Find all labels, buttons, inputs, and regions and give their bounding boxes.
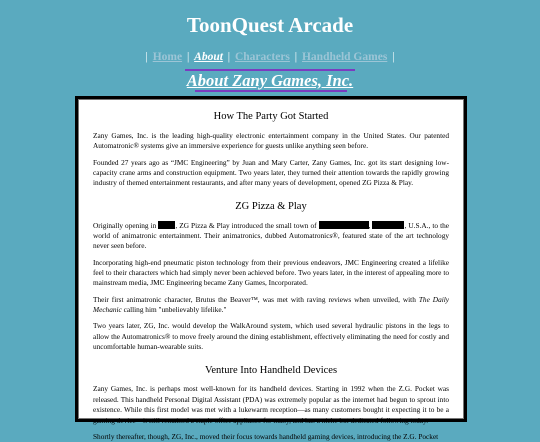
paragraph: Zany Games, Inc. is the leading high-quality electronic entertainment company in the United States. Our patented Automatronic® systems give an immersive experience for guests unlike anything seen before. [93, 130, 449, 151]
page-heading-text: About Zany Games, Inc. [186, 71, 354, 90]
text-fragment: , [368, 220, 371, 230]
section-title-origins: How The Party Got Started [213, 111, 329, 122]
text-fragment: Their first animatronic character, Brutus the Beaver™, was met with raving reviews when unveiled, with [93, 294, 416, 304]
paragraph [93, 221, 449, 252]
nav-link-about[interactable]: About [194, 51, 223, 63]
nav-separator: | [145, 51, 148, 63]
section-title-pizza-play: ZG Pizza & Play [235, 200, 307, 212]
site-title: ToonQuest Arcade [186, 13, 354, 37]
text-fragment: calling him "unbelievably lifelike." [123, 305, 227, 315]
paragraph: Two years later, ZG, Inc. would develop the WalkAround system, which used several hydraulic pistons in the legs to allow the Automatronics® to move freely around the dining establishment, effectively eliminating the need for costly and uncomfortable human-wearable suits. [93, 321, 449, 352]
publication-name: The Daily Mechanic [93, 294, 450, 315]
content-panel [75, 96, 467, 441]
redacted-year [158, 221, 175, 229]
section-title-handheld: Venture Into Handheld Devices [204, 364, 338, 376]
nav-separator: | [227, 51, 231, 63]
text-fragment: Originally opening in [93, 220, 157, 230]
heading-underline-rule [195, 90, 347, 92]
nav-separator: | [392, 51, 395, 63]
nav-link-home[interactable]: Home [152, 51, 183, 63]
text-fragment: , U.S.A., to the world of animatronic entertainment. Their animatronics, dubbed Automatronics®, featured state of the art technology never seen before. [93, 220, 449, 251]
content-body [78, 110, 464, 442]
paragraph: Zany Games, Inc. is perhaps most well-known for its handheld devices. Starting in 1992 when the Z.G. Pocket was released. This handheld Personal Digital Assistant (PDA) was extremely popular as the internet had begun to sprout into existence. While this first model was met with a lukewarm reception—as many customers bought it expecting it to be a gaming device—it still remained a staple office appliance for many, and has a niche but dedicated following today. [93, 384, 449, 425]
paragraph: Shortly thereafter, though, ZG, Inc., moved their focus towards handheld gaming devices, introducing the Z.G. Pocket [93, 431, 439, 441]
redacted-state [372, 221, 404, 229]
redacted-town [319, 221, 369, 229]
nav-separator: | [186, 51, 190, 63]
text-fragment: , ZG Pizza & Play introduced the small town of [175, 220, 317, 230]
paragraph: Founded 27 years ago as “JMC Engineering” by Juan and Mary Carter, Zany Games, Inc. got its start designing low-capacity crane arms and construction equipment. Two years later, they turned their attention towards the rapidly growing industry of themed entertainment restaurants, and after many years of development, opened ZG Pizza & Play. [93, 157, 449, 188]
nav-separator: | [294, 51, 298, 63]
page-heading [0, 71, 540, 91]
paragraph [93, 295, 449, 316]
paragraph: Incorporating high-end pneumatic piston technology from their previous endeavors, JMC Engineering created a lifelike feel to their characters which had simply never been achieved before. Two years later, in the interest of appealing more to mainstream media, JMC Engineering became Zany Games, Incorporated. [93, 257, 449, 288]
nav-link-handheld-games[interactable]: Handheld Games [301, 51, 388, 63]
nav-link-characters[interactable]: Characters [234, 51, 290, 63]
main-nav [0, 51, 540, 63]
